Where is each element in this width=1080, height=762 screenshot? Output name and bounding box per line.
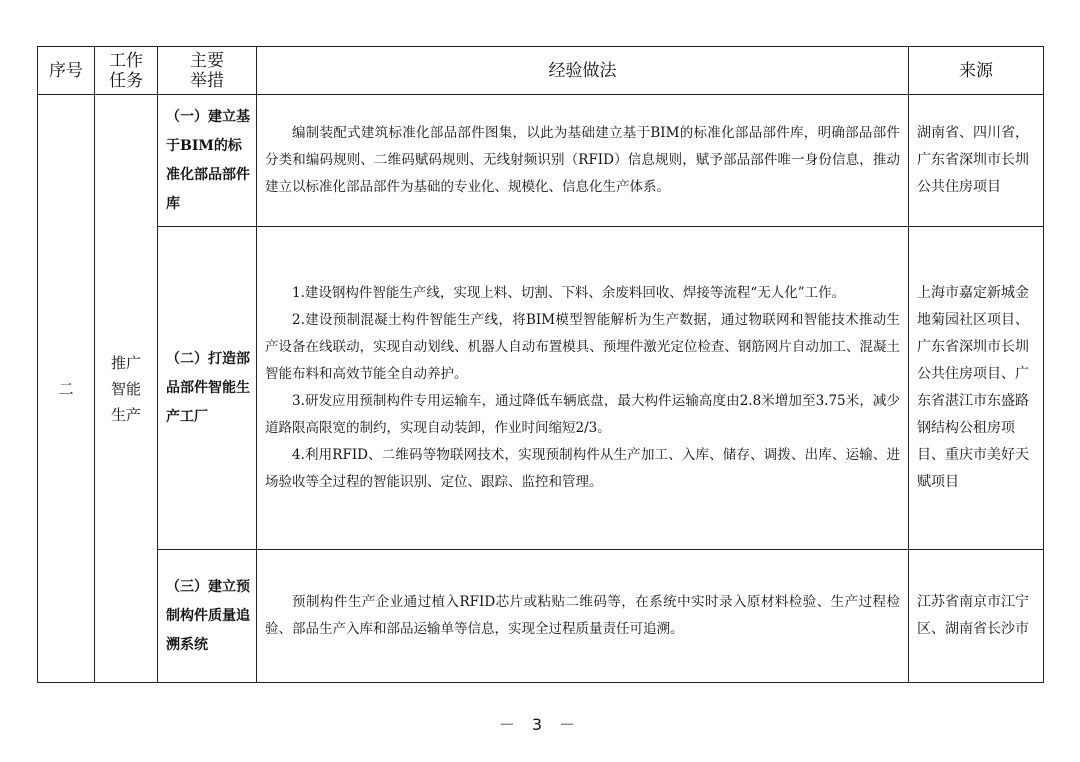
practice-paragraph: 编制装配式建筑标准化部品部件图集，以此为基础建立基于BIM的标准化部品部件库，明确部品部件分类和编码规则、二维码赋码规则、无线射频识别（RFID）信息规则，赋予部品部件唯一身份信息，推动建立以标准化部品部件为基础的专业化、规模化、信息化生产体系。 bbox=[265, 125, 900, 195]
task-line: 推广 bbox=[110, 353, 141, 372]
practice-paragraph: 预制构件生产企业通过植入RFID芯片或粘贴二维码等，在系统中实时录入原材料检验、生产过程检验、部品生产入库和部品运输单等信息，实现全过程质量责任可追溯。 bbox=[265, 594, 900, 637]
practice-cell bbox=[257, 227, 909, 550]
table-header-row bbox=[38, 47, 1044, 95]
header-task bbox=[95, 47, 158, 95]
page-number: － 3 － bbox=[498, 715, 582, 734]
measure-cell: （二）打造部品部件智能生产工厂 bbox=[158, 227, 257, 550]
measures-table bbox=[37, 46, 1044, 683]
practice-paragraph: 2.建设预制混凝土构件智能生产线，将BIM模型智能解析为生产数据，通过物联网和智能技术推动生产设备在线联动，实现自动划线、机器人自动布置模具、预埋件激光定位检查、钢筋网片自动加工、混凝土智能布料和高效节能全自动养护。 bbox=[265, 312, 900, 382]
source-cell: 江苏省南京市江宁区、湖南省长沙市 bbox=[909, 550, 1044, 683]
header-practice: 经验做法 bbox=[257, 47, 909, 95]
source-cell: 湖南省、四川省，广东省深圳市长圳公共住房项目 bbox=[909, 95, 1044, 227]
practice-cell bbox=[257, 550, 909, 683]
section-task-cell bbox=[95, 95, 158, 683]
header-task-line1: 工作 bbox=[109, 50, 143, 71]
practice-paragraph: 3.研发应用预制构件专用运输车，通过降低车辆底盘，最大构件运输高度由2.8米增加至3.75米，减少道路限高限宽的制约，实现自动装卸，作业时间缩短2/3。 bbox=[265, 393, 900, 436]
header-measure-line1: 主要 bbox=[190, 50, 224, 71]
task-line: 智能 bbox=[110, 379, 141, 398]
practice-cell bbox=[257, 95, 909, 227]
task-line: 生产 bbox=[110, 405, 141, 424]
header-task-line2: 任务 bbox=[109, 70, 143, 91]
header-seq: 序号 bbox=[38, 47, 95, 95]
section-seq-cell: 二 bbox=[38, 95, 95, 683]
header-measure bbox=[158, 47, 257, 95]
practice-paragraph: 4.利用RFID、二维码等物联网技术，实现预制构件从生产加工、入库、储存、调拨、出库、运输、进场验收等全过程的智能识别、定位、跟踪、监控和管理。 bbox=[265, 447, 900, 490]
header-source: 来源 bbox=[909, 47, 1044, 95]
measure-cell: （一）建立基于BIM的标准化部品部件库 bbox=[158, 95, 257, 227]
source-cell: 上海市嘉定新城金地菊园社区项目、广东省深圳市长圳公共住房项目、广东省湛江市东盛路钢结构公租房项目、重庆市美好天赋项目 bbox=[909, 227, 1044, 550]
measure-cell: （三）建立预制构件质量追溯系统 bbox=[158, 550, 257, 683]
practice-paragraph: 1.建设钢构件智能生产线，实现上料、切割、下料、余废料回收、焊接等流程“无人化”工作。 bbox=[292, 285, 846, 301]
header-measure-line2: 举措 bbox=[190, 70, 224, 91]
table-row bbox=[38, 95, 1044, 227]
table-row bbox=[38, 550, 1044, 683]
table-row bbox=[38, 227, 1044, 550]
